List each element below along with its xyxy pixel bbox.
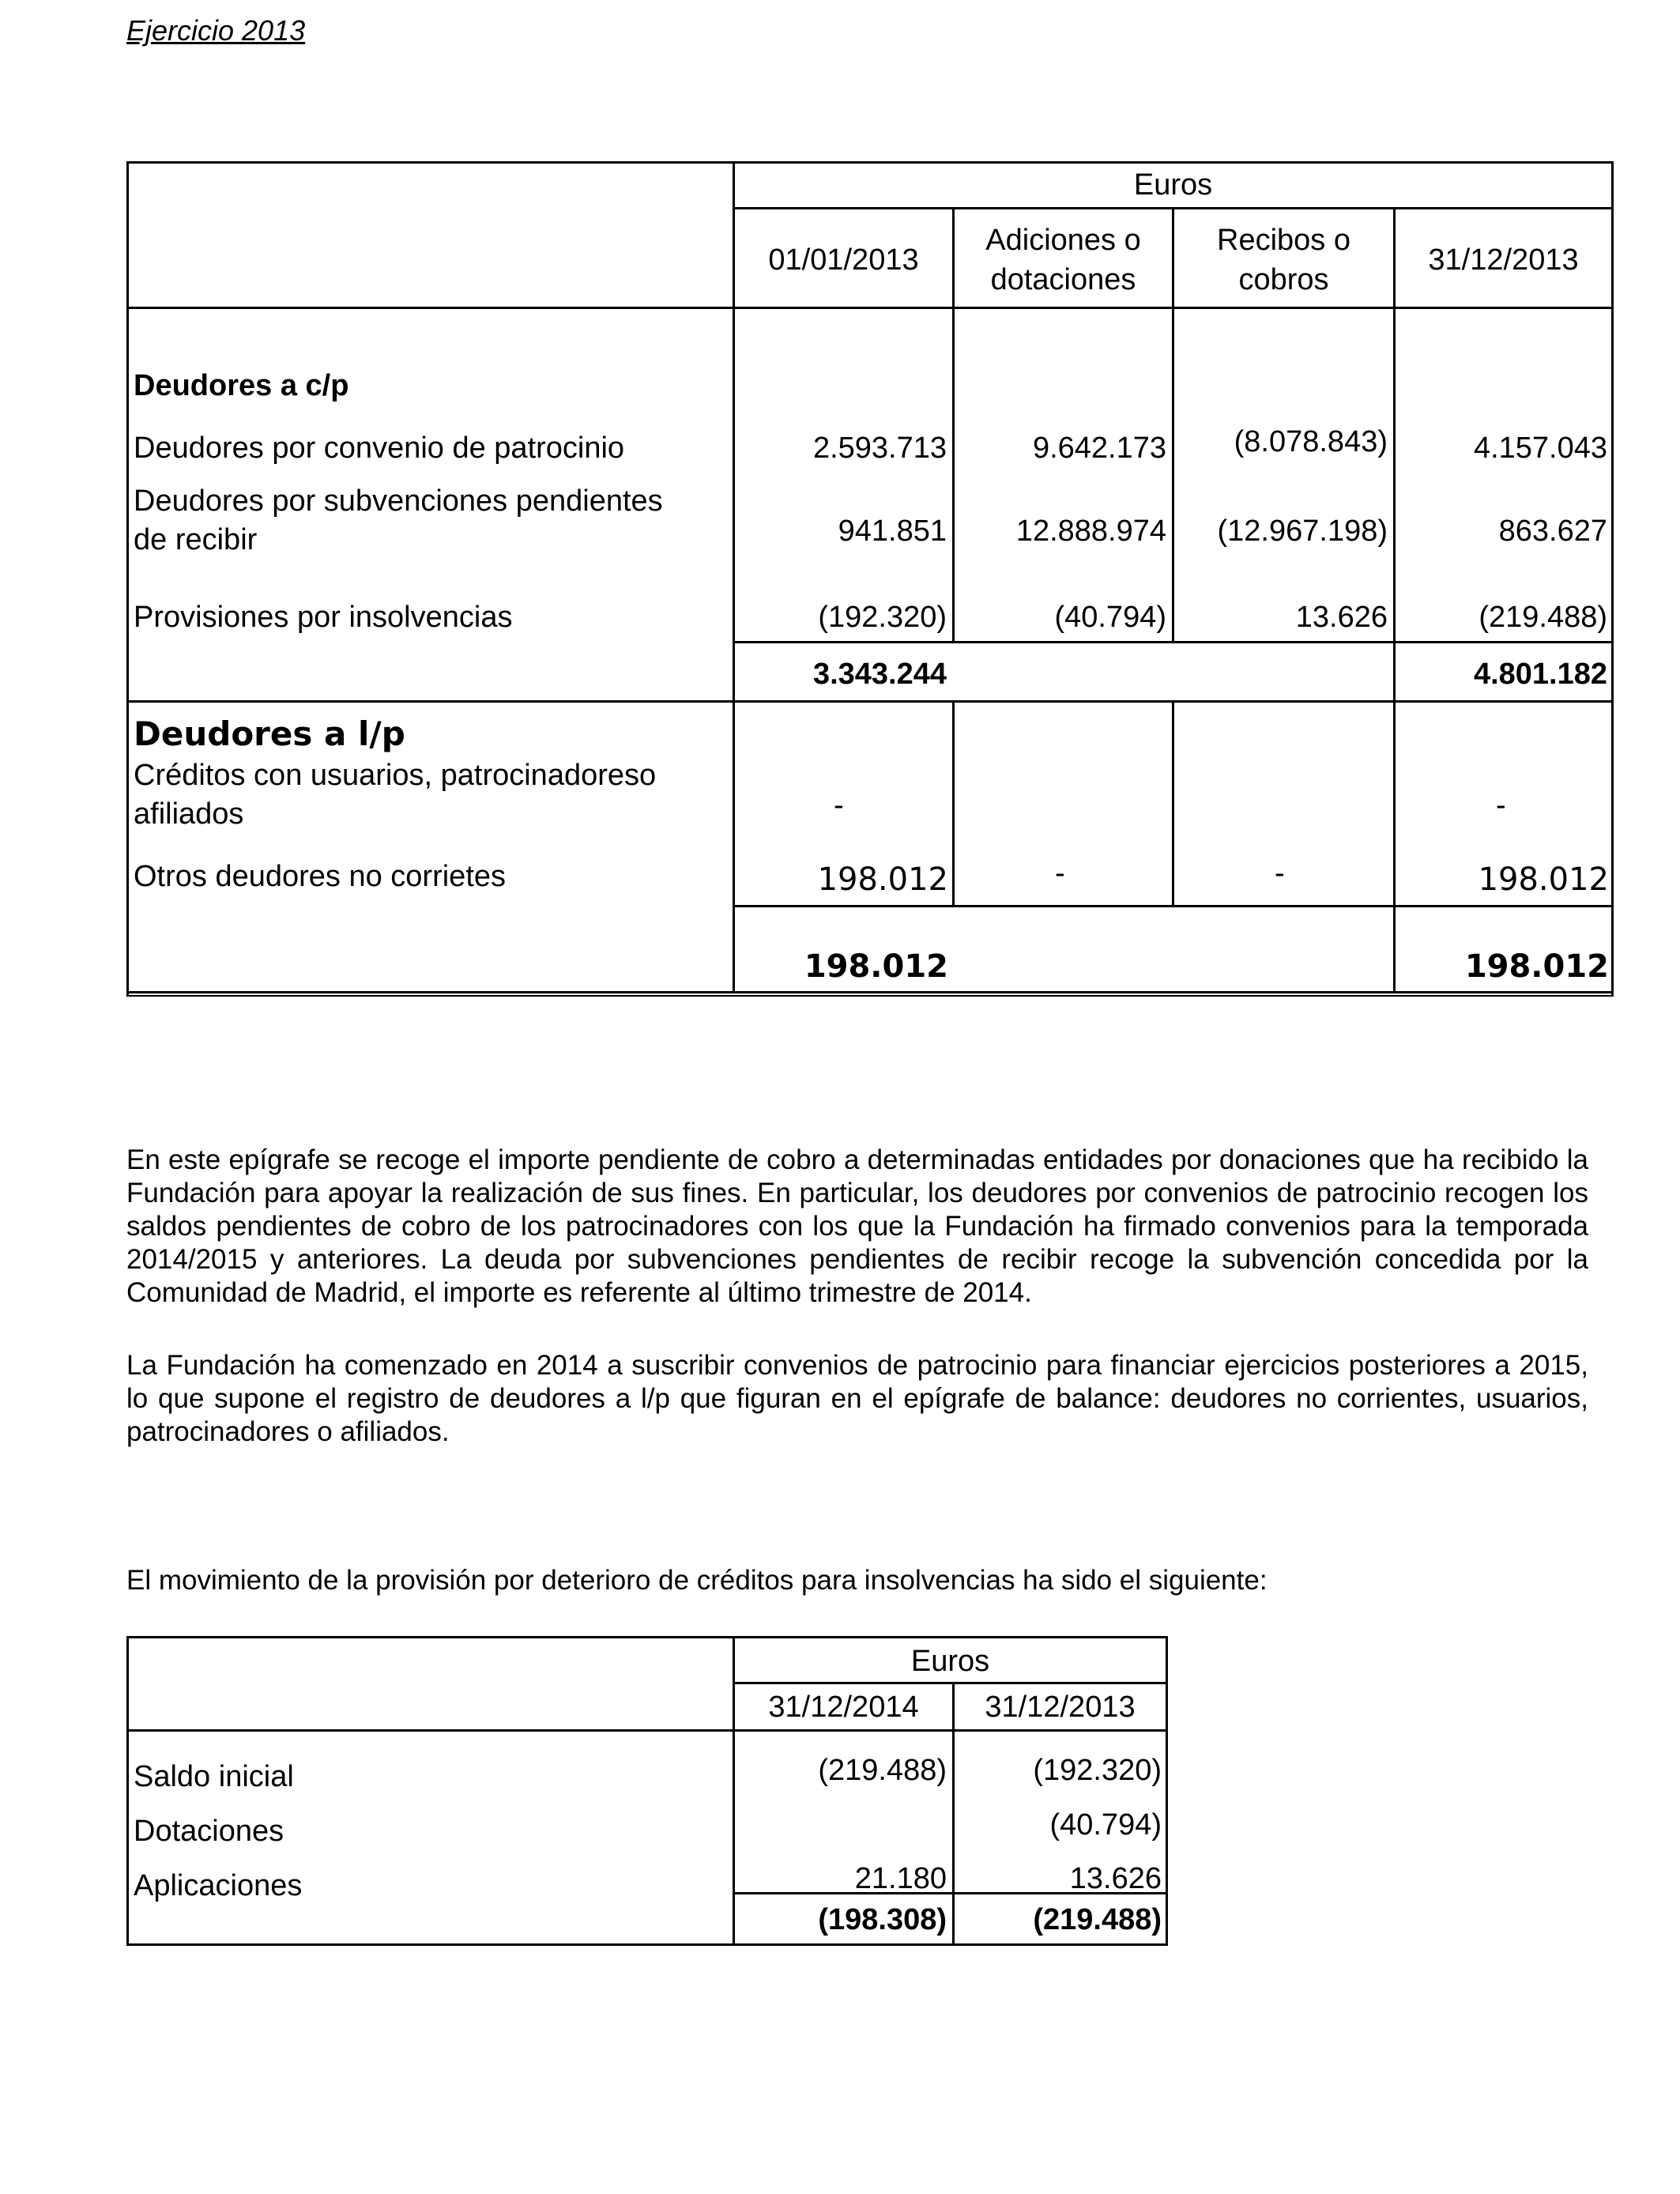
col-header-receipts: Recibos o cobros	[1217, 224, 1350, 296]
value-cell: -	[1055, 857, 1065, 890]
total-cell: 198.012	[1464, 948, 1609, 985]
row-label: Deudores por convenio de patrocinio	[134, 432, 625, 465]
row-label: Créditos con usuarios, patrocinadoreso	[134, 759, 657, 792]
paragraph-3: El movimiento de la provisión por deterioro de créditos para insolvencias ha sido el siguiente:	[126, 1565, 1268, 1596]
value-cell: (8.078.843)	[1234, 425, 1388, 458]
section-title-long-term: Deudores a l/p	[134, 714, 405, 753]
value-cell: (219.488)	[1478, 601, 1607, 634]
row-label: Dotaciones	[134, 1815, 284, 1848]
value-cell: -	[1275, 857, 1285, 890]
paragraph-1: En este epígrafe se recoge el importe pendiente de cobro a determinadas entidades por donaciones que ha recibido la Fundación para apoyar la realización de sus fines. En particular, los deudores por convenios de patrocinio recogen los saldos pendientes de cobro de los patrocinadores con los que la Fundación ha firmado convenios para la temporada 2014/2015 y anteriores. La deuda por subvenciones pendientes de recibir recoge la subvención concedida por la Comunidad de Madrid, el importe es referente al último trimestre de 2014.	[126, 1144, 1588, 1308]
value-cell: (40.794)	[1054, 601, 1166, 634]
col-header-2014: 31/12/2014	[768, 1691, 919, 1724]
row-label: Aplicaciones	[134, 1869, 303, 1902]
total-cell: 198.012	[804, 948, 948, 985]
value-cell: (219.488)	[818, 1754, 947, 1787]
value-cell: (192.320)	[1033, 1754, 1162, 1787]
value-cell: 4.157.043	[1473, 432, 1607, 465]
value-cell: 13.626	[1295, 601, 1388, 634]
euros-header: Euros	[910, 1645, 990, 1678]
value-cell: (12.967.198)	[1217, 515, 1388, 548]
section-title-short-term: Deudores a c/p	[134, 369, 349, 402]
row-label: afiliados	[134, 797, 244, 831]
row-label: Otros deudores no corrietes	[134, 860, 507, 893]
provision-movement-table	[126, 1636, 1168, 1946]
total-cell: (198.308)	[818, 1903, 947, 1936]
row-label: de recibir	[134, 523, 258, 556]
value-cell: 941.851	[838, 515, 947, 548]
value-cell: 198.012	[1478, 861, 1609, 898]
value-cell: 198.012	[817, 861, 948, 898]
value-cell: 863.627	[1498, 515, 1607, 548]
value-cell: 2.593.713	[812, 432, 947, 465]
col-header-closing: 31/12/2013	[1428, 243, 1579, 277]
row-label: Deudores por subvenciones pendientes	[134, 484, 663, 518]
total-cell: (219.488)	[1033, 1903, 1162, 1936]
value-cell: -	[1496, 789, 1506, 822]
value-cell: 9.642.173	[1032, 432, 1166, 465]
col-header-2013: 31/12/2013	[985, 1691, 1136, 1724]
col-header-additions: Adiciones o dotaciones	[985, 224, 1141, 296]
euros-header: Euros	[1133, 168, 1213, 202]
value-cell: 13.626	[1069, 1862, 1162, 1895]
value-cell: (192.320)	[818, 601, 947, 634]
col-header-opening: 01/01/2013	[768, 243, 919, 277]
value-cell: 12.888.974	[1015, 515, 1166, 548]
total-cell: 3.343.244	[812, 658, 947, 691]
debtors-table	[126, 161, 1614, 997]
value-cell: (40.794)	[1049, 1808, 1162, 1842]
value-cell: 21.180	[854, 1862, 947, 1895]
row-label: Provisiones por insolvencias	[134, 601, 513, 634]
row-label: Saldo inicial	[134, 1760, 294, 1793]
total-cell: 4.801.182	[1473, 658, 1607, 691]
paragraph-2: La Fundación ha comenzado en 2014 a suscribir convenios de patrocinio para financiar ejercicios posteriores a 2015, lo que supone el registro de deudores a l/p que figuran en el epígrafe de balance: deudores no corrientes, usuarios, patrocinadores o afiliados.	[126, 1350, 1588, 1447]
value-cell: -	[834, 789, 844, 822]
page-header: Ejercicio 2013	[126, 14, 306, 47]
